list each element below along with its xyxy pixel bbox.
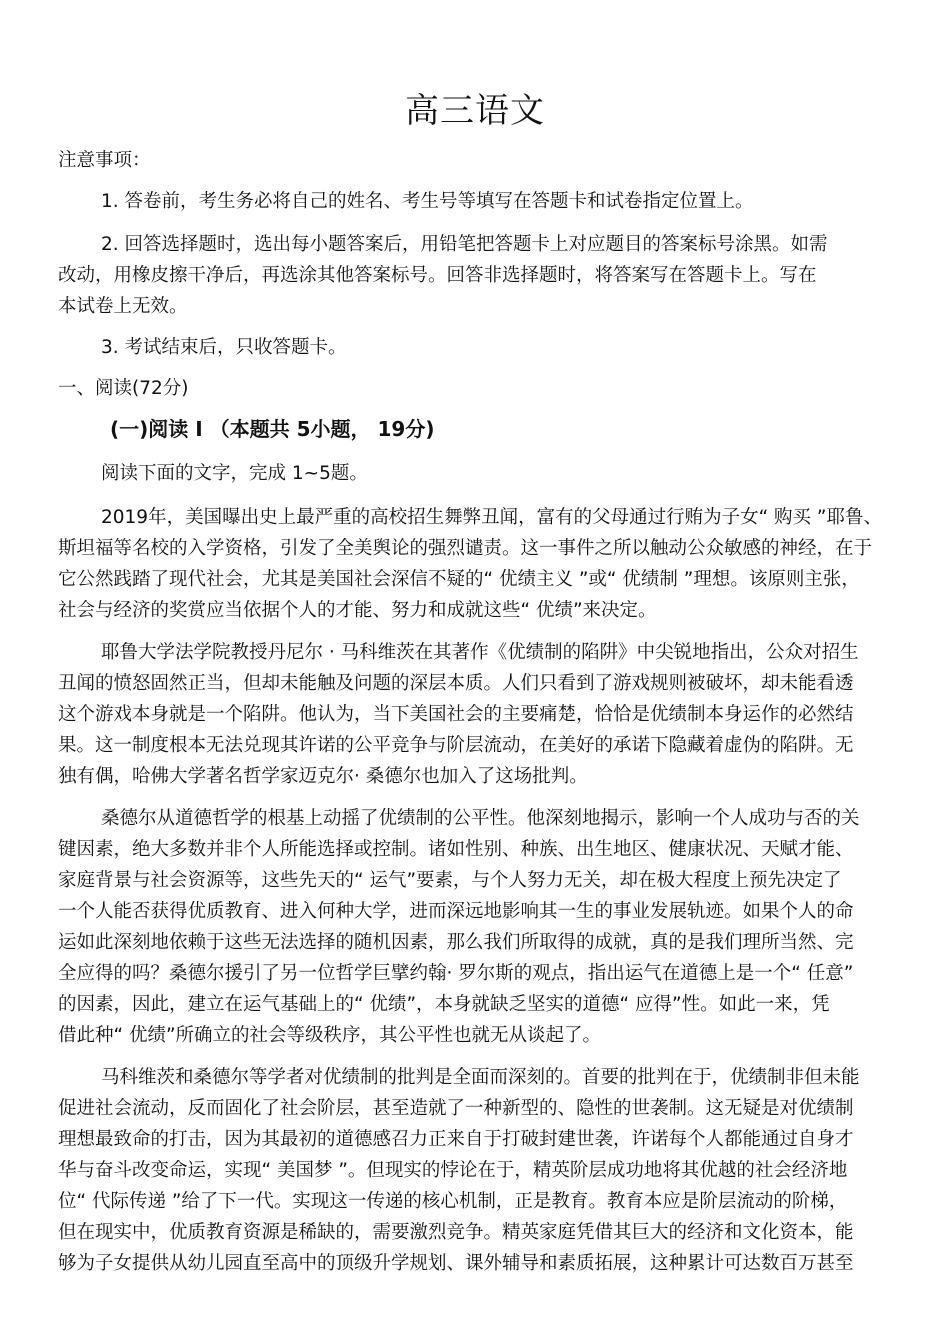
part-heading: 一、阅读(72分) (58, 378, 189, 399)
paragraph-1-line-3: 它公然践踏了现代社会，尤其是美国社会深信不疑的“ 优绩主义 ”或“ 优绩制 ”理想。该原则主张， (58, 569, 860, 590)
paragraph-3-line-4: 一个人能否获得优质教育、进入何种大学，进而深远地影响其一生的事业发展轨迹。如果个人的命 (58, 901, 854, 922)
paragraph-2-line-4: 果。这一制度根本无法兑现其许诺的公平竞争与阶层流动，在美好的承诺下隐藏着虚伪的陷阱。无 (58, 735, 854, 756)
paragraph-4-line-6: 但在现实中，优质教育资源是稀缺的，需要激烈竞争。精英家庭凭借其巨大的经济和文化资本，能 (58, 1222, 854, 1243)
paragraph-3-line-8: 借此种“ 优绩”所确立的社会等级秩序，其公平性也就无从谈起了。 (58, 1025, 602, 1046)
paragraph-3-line-2: 键因素，绝大多数并非个人所能选择或控制。诸如性别、种族、出生地区、健康状况、天赋才能、 (58, 839, 854, 860)
section-heading: (一)阅读 I （本题共 5小题， 19分) (110, 417, 435, 441)
notice-item-3: 3. 考试结束后，只收答题卡。 (101, 337, 347, 358)
notice-item-1: 1. 答卷前，考生务必将自己的姓名、考生号等填写在答题卡和试卷指定位置上。 (101, 191, 754, 212)
notice-item-2-line-1: 2. 回答选择题时，选出每小题答案后，用铅笔把答题卡上对应题目的答案标号涂黑。如需 (101, 234, 828, 255)
paragraph-1-line-1: 2019年，美国曝出史上最严重的高校招生舞弊丑闻，富有的父母通过行贿为子女“ 购买 ”耶鲁、 (101, 507, 883, 528)
paragraph-2-line-2: 丑闻的愤怒固然正当，但却未能触及问题的深层本质。人们只看到了游戏规则被破坏，却未能看透 (58, 673, 854, 694)
paragraph-4-line-5: 位“ 代际传递 ”给了下一代。实现这一传递的核心机制，正是教育。教育本应是阶层流动的阶梯， (58, 1191, 848, 1212)
paragraph-4-line-1: 马科维茨和桑德尔等学者对优绩制的批判是全面而深刻的。首要的批判在于，优绩制非但未能 (101, 1067, 860, 1088)
paragraph-4-line-7: 够为子女提供从幼儿园直至高中的顶级升学规划、课外辅导和素质拓展，这种累计可达数百万甚至 (58, 1253, 854, 1274)
notice-item-2-line-3: 本试卷上无效。 (58, 296, 188, 317)
paragraph-4-line-2: 促进社会流动，反而固化了社会阶层，甚至造就了一种新型的、隐性的世袭制。这无疑是对优绩制 (58, 1098, 854, 1119)
paragraph-2-line-1: 耶鲁大学法学院教授丹尼尔 · 马科维茨在其著作《优绩制的陷阱》中尖锐地指出，公众对招生 (101, 642, 859, 663)
paragraph-4-line-3: 理想最致命的打击，因为其最初的道德感召力正来自于打破封建世袭，许诺每个人都能通过自身才 (58, 1129, 854, 1150)
reading-instruction: 阅读下面的文字，完成 1~5题。 (101, 463, 368, 484)
paragraph-2-line-5: 独有偶，哈佛大学著名哲学家迈克尔· 桑德尔也加入了这场批判。 (58, 766, 588, 787)
notice-heading: 注意事项： (58, 150, 151, 171)
notice-item-2-line-2: 改动，用橡皮擦干净后，再选涂其他答案标号。回答非选择题时，将答案写在答题卡上。写在 (58, 265, 817, 286)
paragraph-1-line-4: 社会与经济的奖赏应当依据个人的才能、努力和成就这些“ 优绩”来决定。 (58, 600, 657, 621)
paragraph-4-line-4: 华与奋斗改变命运，实现“ 美国梦 ”。但现实的悖论在于，精英阶层成功地将其优越的社会经济地 (58, 1160, 848, 1181)
paragraph-3-line-7: 的因素，因此，建立在运气基础上的“ 优绩”，本身就缺乏坚实的道德“ 应得”性。如此一来，凭 (58, 994, 830, 1015)
paragraph-1-line-2: 斯坦福等名校的入学资格，引发了全美舆论的强烈谴责。这一事件之所以触动公众敏感的神经，在于 (58, 538, 873, 559)
paragraph-3-line-1: 桑德尔从道德哲学的根基上动摇了优绩制的公平性。他深刻地揭示，影响一个人成功与否的关 (101, 808, 860, 829)
page-title: 高三语文 (405, 91, 545, 131)
paragraph-3-line-3: 家庭背景与社会资源等，这些先天的“ 运气”要素，与个人努力无关，却在极大程度上预先决定了 (58, 870, 842, 891)
paragraph-2-line-3: 这个游戏本身就是一个陷阱。他认为，当下美国社会的主要痛楚，恰恰是优绩制本身运作的必然结 (58, 704, 854, 725)
paragraph-3-line-6: 全应得的吗？桑德尔援引了另一位哲学巨擘约翰· 罗尔斯的观点，指出运气在道德上是一个“ 任意” (58, 963, 854, 984)
paragraph-3-line-5: 运如此深刻地依赖于这些无法选择的随机因素，那么我们所取得的成就，真的是我们理所当然、完 (58, 932, 854, 953)
